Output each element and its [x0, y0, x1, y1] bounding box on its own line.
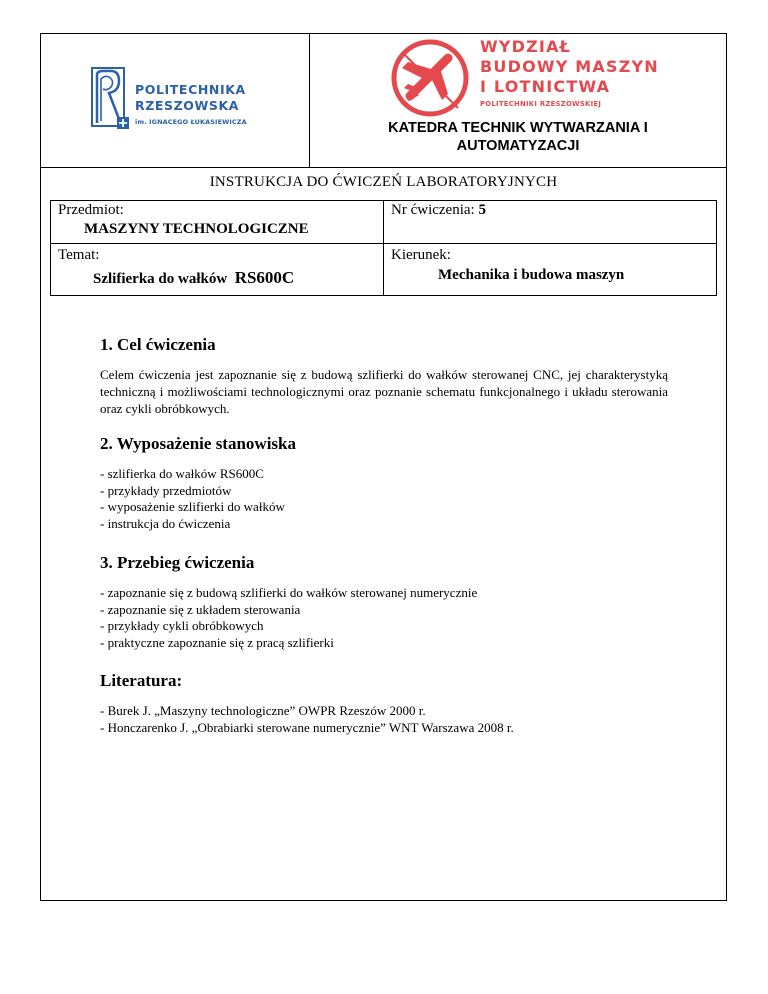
airplane-emblem-icon [388, 38, 472, 118]
procedure-title: 3. Przebieg ćwiczenia [100, 553, 255, 572]
politechnika-name: POLITECHNIKA RZESZOWSKA [135, 82, 246, 113]
direction-label: Kierunek: [391, 247, 451, 263]
wydzial-logo [388, 38, 688, 118]
department-title: KATEDRA TECHNIK WYTWARZANIA I AUTOMATYZACJI [388, 120, 648, 154]
direction-value: Mechanika i budowa maszyn [438, 267, 625, 283]
list-item: - praktyczne zapoznanie się z pracą szlifierki [100, 634, 334, 650]
table-middle-border [383, 200, 384, 296]
subject-label: Przedmiot: [58, 202, 124, 218]
wydzial-line3: I LOTNICTWA [480, 77, 611, 96]
literature-title: Literatura: [100, 671, 183, 690]
table-right-border [716, 200, 717, 296]
topic-model: RS600C [234, 268, 295, 287]
list-item: - przykłady przedmiotów [100, 482, 232, 498]
goal-title: 1. Cel ćwiczenia [100, 335, 216, 354]
wydzial-line2: BUDOWY MASZYN [480, 57, 659, 76]
list-item: - zapoznanie się z budową szlifierki do wałków sterowanej numerycznie [100, 585, 478, 600]
list-item: - przykłady cykli obróbkowych [100, 618, 264, 633]
politechnika-subtitle: im. IGNACEGO ŁUKASIEWICZA [135, 118, 247, 126]
list-item: - wyposażenie szlifierki do wałków [100, 499, 285, 514]
equipment-list [100, 466, 285, 532]
list-item: - Burek J. „Maszyny technologiczne” OWPR Rzeszów 2000 r. [100, 703, 426, 718]
list-item: - szlifierka do wałków RS600C [100, 466, 264, 481]
header-divider-horizontal [40, 167, 727, 168]
literature-list [100, 703, 514, 736]
equipment-title: 2. Wyposażenie stanowiska [100, 434, 296, 453]
wydzial-line1: WYDZIAŁ [480, 37, 572, 56]
instruction-title: INSTRUKCJA DO ĆWICZEŃ LABORATORYJNYCH [209, 174, 558, 190]
table-row-divider [50, 243, 717, 244]
list-item: - instrukcja do ćwiczenia [100, 515, 231, 531]
table-bottom-border [50, 295, 717, 296]
goal-text: Celem ćwiczenia jest zapoznanie się z budową szlifierki do wałków sterowanej CNC, jej charakterystyką techniczną i możliwościami technologicznymi oraz poznanie schematu funkcjonalnego i układu sterowania oraz cykli obróbkowych. [100, 367, 668, 416]
procedure-list [100, 585, 477, 651]
table-left-border [50, 200, 51, 296]
politechnika-emblem-icon [91, 67, 131, 131]
politechnika-logo [91, 67, 261, 131]
subject-value: MASZYNY TECHNOLOGICZNE [84, 221, 309, 237]
list-item: - zapoznanie się z układem sterowania [100, 601, 301, 617]
exercise-number: Nr ćwiczenia: 5 [391, 202, 486, 218]
list-item: - Honczarenko J. „Obrabiarki sterowane numerycznie” WNT Warszawa 2008 r. [100, 719, 514, 735]
topic-label: Temat: [58, 247, 100, 263]
topic-value: Szlifierka do wałków RS600C [93, 268, 295, 287]
wydzial-subtitle: POLITECHNIKI RZESZOWSKIEJ [480, 100, 602, 108]
